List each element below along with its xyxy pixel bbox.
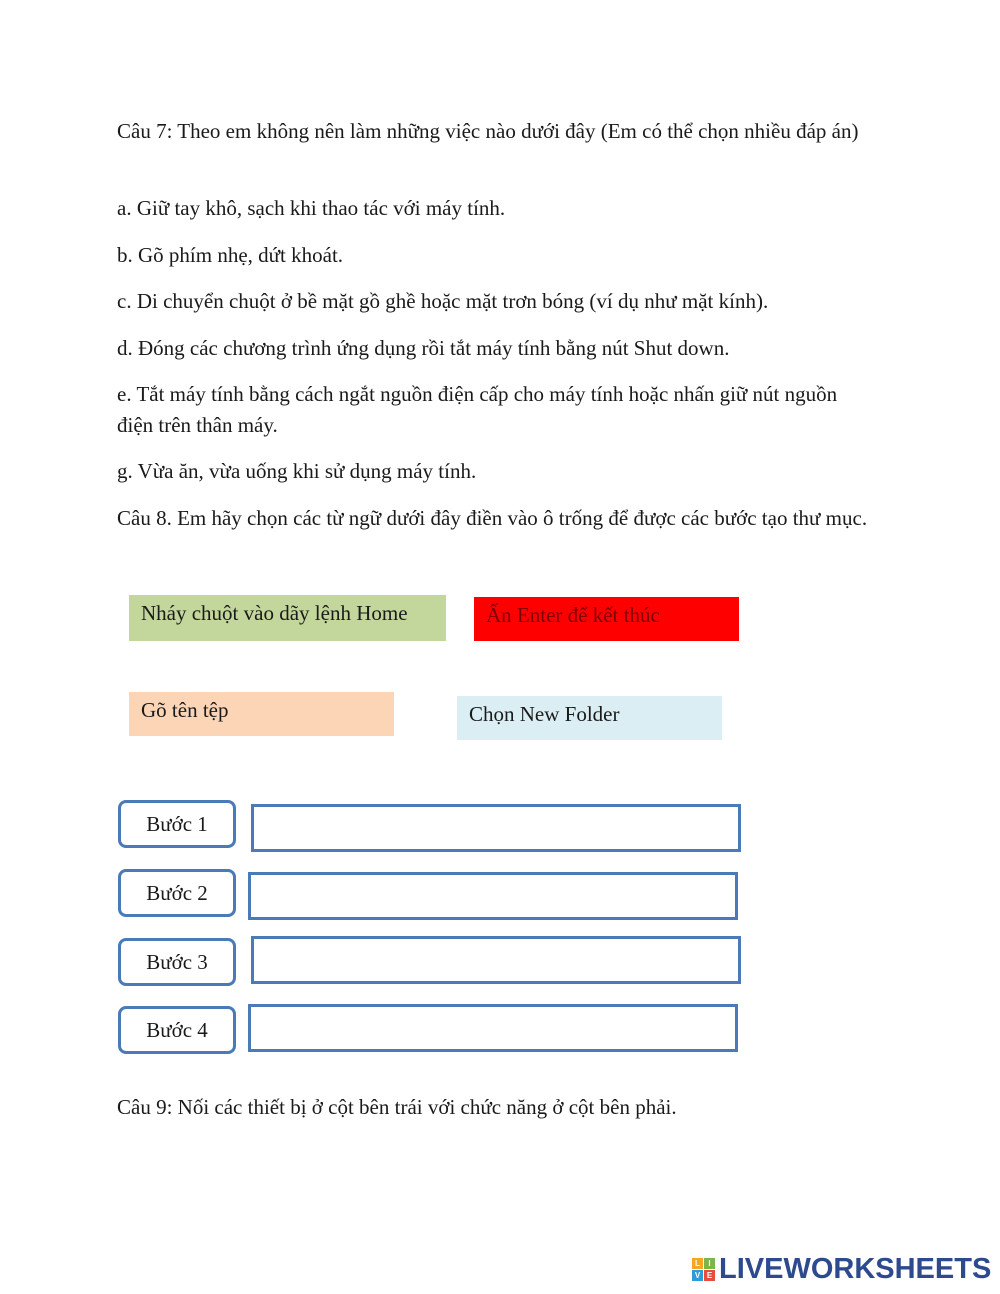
- step-3-drop-box[interactable]: [251, 936, 741, 984]
- question-7-option-g: g. Vừa ăn, vừa uống khi sử dụng máy tính.: [117, 459, 477, 483]
- question-7: Câu 7: Theo em không nên làm những việc nào dưới đây (Em có thể chọn nhiều đáp án): [117, 119, 859, 143]
- step-3-label: Bước 3: [118, 938, 236, 986]
- answer-chip-home[interactable]: Nháy chuột vào dãy lệnh Home: [129, 595, 446, 641]
- question-7-option-e: e. Tắt máy tính bằng cách ngắt nguồn điện cấp cho máy tính hoặc nhấn giữ nút nguồn điện trên thân máy.: [117, 382, 838, 437]
- question-9: Câu 9: Nối các thiết bị ở cột bên trái với chức năng ở cột bên phải.: [117, 1095, 677, 1119]
- question-7-option-d: d. Đóng các chương trình ứng dụng rồi tắt máy tính bằng nút Shut down.: [117, 336, 730, 360]
- liveworksheets-logo: [692, 1254, 991, 1284]
- logo-text: LIVEWORKSHEETS: [719, 1253, 992, 1285]
- step-2-drop-box[interactable]: [248, 872, 738, 920]
- question-8: Câu 8. Em hãy chọn các từ ngữ dưới đây điền vào ô trống để được các bước tạo thư mục.: [117, 506, 868, 530]
- question-7-option-a: a. Giữ tay khô, sạch khi thao tác với máy tính.: [117, 196, 506, 220]
- logo-mark-letter: V: [692, 1270, 703, 1281]
- logo-mark-letter: L: [692, 1258, 703, 1269]
- step-2-label: Bước 2: [118, 869, 236, 917]
- step-4-label: Bước 4: [118, 1006, 236, 1054]
- question-7-option-b: b. Gõ phím nhẹ, dứt khoát.: [117, 243, 344, 267]
- step-1-label: Bước 1: [118, 800, 236, 848]
- question-7-option-c: c. Di chuyển chuột ở bề mặt gồ ghề hoặc mặt trơn bóng (ví dụ như mặt kính).: [117, 289, 769, 313]
- answer-chip-enter[interactable]: Ấn Enter để kết thúc: [474, 597, 739, 641]
- logo-mark-letter: I: [704, 1258, 715, 1269]
- liveworksheets-logo-icon: [692, 1258, 715, 1281]
- logo-mark-letter: E: [704, 1270, 715, 1281]
- answer-chip-type-name[interactable]: Gõ tên tệp: [129, 692, 394, 736]
- answer-chip-new-folder[interactable]: Chọn New Folder: [457, 696, 722, 740]
- step-1-drop-box[interactable]: [251, 804, 741, 852]
- step-4-drop-box[interactable]: [248, 1004, 738, 1052]
